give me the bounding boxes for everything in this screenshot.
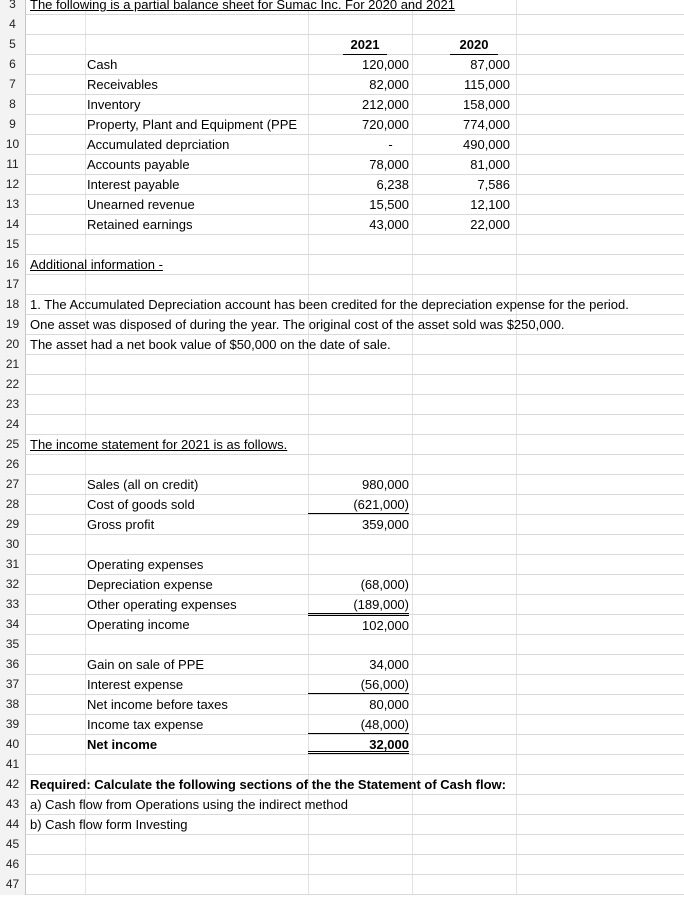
bs-value-2020[interactable]: 115,000 <box>463 77 510 92</box>
additional-heading[interactable]: Additional information - <box>30 257 163 272</box>
bs-value-2021[interactable]: - <box>388 137 393 152</box>
bs-label[interactable]: Unearned revenue <box>87 197 195 212</box>
bs-label[interactable]: Accounts payable <box>87 157 190 172</box>
is-value[interactable]: 102,000 <box>308 615 409 634</box>
row-header[interactable]: 4 <box>0 15 26 35</box>
row-header[interactable]: 32 <box>0 575 26 595</box>
header-2020[interactable]: 2020 <box>450 35 498 55</box>
row-header[interactable]: 13 <box>0 195 26 215</box>
bs-value-2020[interactable]: 81,000 <box>470 157 510 172</box>
row-header[interactable]: 14 <box>0 215 26 235</box>
bs-value-2020[interactable]: 774,000 <box>463 117 510 132</box>
bs-label[interactable]: Accumulated deprciation <box>87 137 230 152</box>
additional-line-1[interactable]: 1. The Accumulated Depreciation account has been credited for the depreciation expense for the period. <box>30 297 629 312</box>
bs-label[interactable]: Interest payable <box>87 177 180 192</box>
bs-label[interactable]: Inventory <box>87 97 141 112</box>
row-header[interactable]: 29 <box>0 515 26 535</box>
intro-text[interactable]: The following is a partial balance sheet for Sumac Inc. For 2020 and 2021 <box>30 0 455 12</box>
is-label[interactable]: Other operating expenses <box>87 597 237 612</box>
row-header[interactable]: 27 <box>0 475 26 495</box>
is-label[interactable]: Cost of goods sold <box>87 497 195 512</box>
bs-value-2021[interactable]: 6,238 <box>376 177 409 192</box>
sheet-row <box>0 15 684 35</box>
is-label[interactable]: Gross profit <box>87 517 155 532</box>
bs-value-2020[interactable]: 87,000 <box>470 57 510 72</box>
sheet-row <box>0 35 684 55</box>
is-label[interactable]: Operating income <box>87 617 190 632</box>
row-header[interactable]: 6 <box>0 55 26 75</box>
row-header[interactable]: 26 <box>0 455 26 475</box>
is-value[interactable]: (48,000) <box>308 715 409 734</box>
row-header[interactable]: 40 <box>0 735 26 755</box>
sheet-row <box>0 275 684 295</box>
required-b[interactable]: b) Cash flow form Investing <box>30 817 188 832</box>
row-header[interactable]: 8 <box>0 95 26 115</box>
bs-label[interactable]: Retained earnings <box>87 217 193 232</box>
row-header[interactable]: 31 <box>0 555 26 575</box>
additional-line-3[interactable]: The asset had a net book value of $50,000 on the date of sale. <box>30 337 391 352</box>
bs-label[interactable]: Property, Plant and Equipment (PPE <box>87 117 298 132</box>
sheet-row <box>0 235 684 255</box>
bs-value-2021[interactable]: 212,000 <box>362 97 409 112</box>
sheet-row <box>0 875 684 895</box>
is-value[interactable]: 34,000 <box>369 657 409 672</box>
row-header[interactable]: 20 <box>0 335 26 355</box>
row-header[interactable]: 5 <box>0 35 26 55</box>
is-label[interactable]: Sales (all on credit) <box>87 477 199 492</box>
row-header[interactable]: 45 <box>0 835 26 855</box>
row-header[interactable]: 39 <box>0 715 26 735</box>
is-value[interactable]: 32,000 <box>308 735 409 754</box>
header-2021[interactable]: 2021 <box>343 35 387 55</box>
row-header[interactable]: 35 <box>0 635 26 655</box>
bs-value-2021[interactable]: 120,000 <box>362 57 409 72</box>
sheet-row <box>0 635 684 655</box>
bs-value-2020[interactable]: 7,586 <box>477 177 510 192</box>
row-header[interactable]: 38 <box>0 695 26 715</box>
row-header[interactable]: 42 <box>0 775 26 795</box>
bs-value-2020[interactable]: 22,000 <box>470 217 510 232</box>
is-value[interactable]: (189,000) <box>308 595 409 614</box>
is-label[interactable]: Net income before taxes <box>87 697 228 712</box>
bs-value-2021[interactable]: 720,000 <box>362 117 409 132</box>
row-header[interactable]: 41 <box>0 755 26 775</box>
row-header[interactable]: 12 <box>0 175 26 195</box>
is-value[interactable]: 359,000 <box>362 517 409 532</box>
is-value[interactable]: 980,000 <box>362 477 409 492</box>
bs-value-2021[interactable]: 78,000 <box>369 157 409 172</box>
row-header[interactable]: 25 <box>0 435 26 455</box>
row-header[interactable]: 43 <box>0 795 26 815</box>
bs-value-2021[interactable]: 43,000 <box>369 217 409 232</box>
bs-label[interactable]: Cash <box>87 57 118 72</box>
is-label[interactable]: Operating expenses <box>87 557 204 572</box>
is-value[interactable]: 80,000 <box>369 697 409 712</box>
row-header[interactable]: 22 <box>0 375 26 395</box>
row-header[interactable]: 37 <box>0 675 26 695</box>
bs-label[interactable]: Receivables <box>87 77 158 92</box>
row-header[interactable]: 21 <box>0 355 26 375</box>
required-heading[interactable]: Required: Calculate the following sections of the the Statement of Cash flow: <box>30 777 506 792</box>
sheet-row <box>0 835 684 855</box>
is-label[interactable]: Interest expense <box>87 677 184 692</box>
sheet-row <box>0 375 684 395</box>
bs-value-2020[interactable]: 490,000 <box>463 137 510 152</box>
sheet-row <box>0 455 684 475</box>
row-header[interactable]: 11 <box>0 155 26 175</box>
is-value[interactable]: (56,000) <box>308 675 409 694</box>
is-label[interactable]: Net income <box>87 737 158 752</box>
row-header[interactable]: 15 <box>0 235 26 255</box>
sheet-row <box>0 535 684 555</box>
sheet-row <box>0 355 684 375</box>
sheet-row <box>0 855 684 875</box>
sheet-row <box>0 755 684 775</box>
row-header[interactable]: 18 <box>0 295 26 315</box>
row-header[interactable]: 24 <box>0 415 26 435</box>
is-label[interactable]: Gain on sale of PPE <box>87 657 205 672</box>
row-header[interactable]: 17 <box>0 275 26 295</box>
row-header[interactable]: 16 <box>0 255 26 275</box>
bs-value-2020[interactable]: 158,000 <box>463 97 510 112</box>
row-header[interactable]: 9 <box>0 115 26 135</box>
row-header[interactable]: 30 <box>0 535 26 555</box>
row-header[interactable]: 47 <box>0 875 26 895</box>
row-header[interactable]: 10 <box>0 135 26 155</box>
row-header[interactable]: 28 <box>0 495 26 515</box>
row-header[interactable]: 36 <box>0 655 26 675</box>
row-header[interactable]: 33 <box>0 595 26 615</box>
bs-value-2021[interactable]: 15,500 <box>369 197 409 212</box>
row-header[interactable]: 44 <box>0 815 26 835</box>
bs-value-2020[interactable]: 12,100 <box>470 197 510 212</box>
bs-value-2021[interactable]: 82,000 <box>369 77 409 92</box>
required-a[interactable]: a) Cash flow from Operations using the indirect method <box>30 797 348 812</box>
is-label[interactable]: Depreciation expense <box>87 577 213 592</box>
row-header[interactable]: 34 <box>0 615 26 635</box>
row-header[interactable]: 7 <box>0 75 26 95</box>
is-label[interactable]: Income tax expense <box>87 717 204 732</box>
sheet-row <box>0 415 684 435</box>
is-value[interactable]: (621,000) <box>308 495 409 514</box>
sheet-row <box>0 395 684 415</box>
row-header[interactable]: 19 <box>0 315 26 335</box>
is-value[interactable]: (68,000) <box>360 577 409 592</box>
row-header[interactable]: 46 <box>0 855 26 875</box>
row-header[interactable]: 3 <box>0 0 26 15</box>
additional-line-2[interactable]: One asset was disposed of during the year. The original cost of the asset sold was $250,000. <box>30 317 565 332</box>
income-heading[interactable]: The income statement for 2021 is as follows. <box>30 437 288 452</box>
row-header[interactable]: 23 <box>0 395 26 415</box>
